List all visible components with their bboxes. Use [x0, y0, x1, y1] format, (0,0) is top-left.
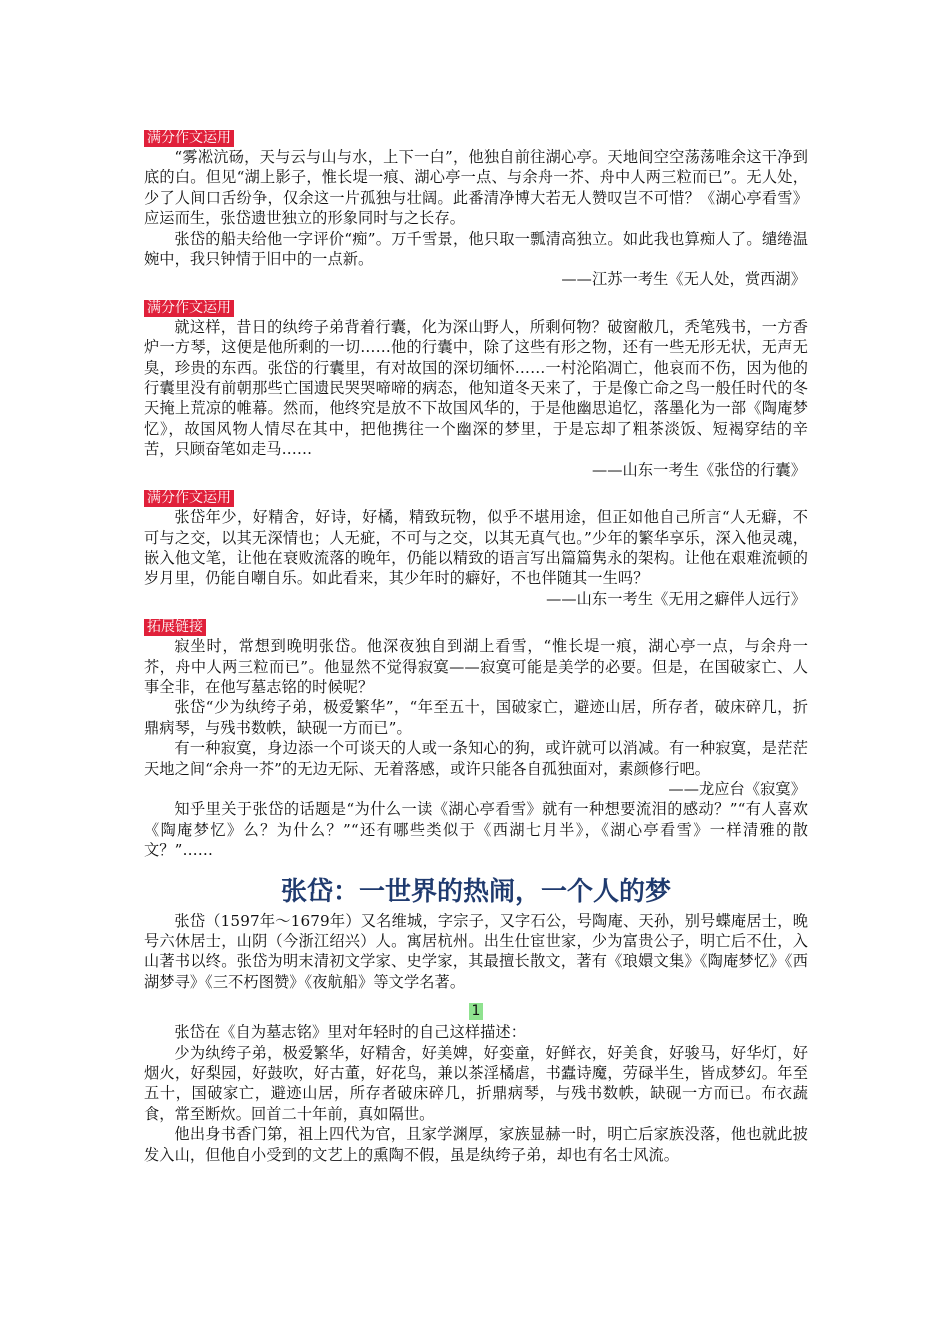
- paragraph: 张岱“少为纨绔子弟，极爱繁华”，“年至五十，国破家亡，避迹山居，所存者，破床碎几，折鼎病琴，与残书数帙，缺砚一方而已”。: [144, 698, 808, 737]
- paragraph: 张岱的船夫给他一字评价“痴”。万千雪景，他只取一瓢清高独立。如此我也算痴人了。缱绻温婉中，我只钟情于旧中的一点新。: [144, 229, 808, 269]
- paragraph: 知乎里关于张岱的话题是“为什么一读《湖心亭看雪》就有一种想要流泪的感动？”“有人喜欢《陶庵梦忆》么？为什么？”“还有哪些类似于《西湖七月半》，《湖心亭看雪》一样清雅的散文？”……: [144, 800, 808, 860]
- article-title: 张岱：一世界的热闹，一个人的梦: [280, 876, 671, 907]
- paragraph: 张岱年少，好精舍，好诗，好橘，精致玩物，似乎不堪用途，但正如他自己所言“人无癖，不可与之交，以其无深情也；人无疵，不可与之交，以其无真气也。”少年的繁华享乐，深入他灵魂，嵌入他文笔，让他在衰败流落的晚年，仍能以精致的语言写出篇篇隽永的架构。让他在艰难流顿的岁月里，仍能自嘲自乐。如此看来，其少年时的癖好，不也伴随其一生吗？: [144, 508, 808, 588]
- section-3: [144, 486, 808, 609]
- section-tag: 满分作文运用: [144, 300, 234, 317]
- section-1: [144, 126, 808, 290]
- attribution: ——江苏一考生《无人处，赏西湖》: [561, 270, 806, 289]
- attribution: ——山东一考生《无用之癖伴人远行》: [546, 589, 806, 608]
- section-tag: 满分作文运用: [144, 490, 234, 507]
- attribution: ——龙应台《寂寞》: [668, 779, 806, 798]
- article-intro: 张岱（1597年～1679年）又名维城，字宗子，又字石公，号陶庵、天孙，别号蝶庵居士，晚号六休居士，山阴（今浙江绍兴）人。寓居杭州。出生仕宦世家，少为富贵公子，明亡后不仕，入山著书以终。张岱为明末清初文学家、史学家，其最擅长散文，著有《琅嬛文集》《陶庵梦忆》《西湖梦寻》《三不朽图赞》《夜航船》等文学名著。: [144, 911, 808, 991]
- section-tag: 拓展链接: [144, 619, 206, 636]
- paragraph: 少为纨绔子弟，极爱繁华，好精舍，好美婢，好娈童，好鲜衣，好美食，好骏马，好华灯，好烟火，好梨园，好鼓吹，好古董，好花鸟，兼以茶淫橘虐，书蠹诗魔，劳碌半生，皆成梦幻。年至五十，国破家亡，避迹山居，所存者破床碎几，折鼎病琴，与残书数帙，缺砚一方而已。布衣蔬食，常至断炊。回首二十年前，真如隔世。: [144, 1043, 808, 1123]
- page-content: [144, 126, 808, 1165]
- paragraph: 张岱在《自为墓志铭》里对年轻时的自己这样描述：: [174, 1023, 527, 1042]
- section-tag: 满分作文运用: [144, 130, 234, 147]
- attribution: ——山东一考生《张岱的行囊》: [591, 460, 806, 479]
- section-number: [144, 1000, 808, 1020]
- paragraph: 他出身书香门第，祖上四代为官，且家学渊厚，家族显赫一时，明亡后家族没落，他也就此披发入山，但他自小受到的文艺上的熏陶不假，虽是纨绔子弟，却也有名士风流。: [144, 1125, 808, 1164]
- section-4: [144, 615, 808, 860]
- section-number-badge: 1: [469, 1003, 484, 1020]
- paragraph: “雾凇沆砀，天与云与山与水，上下一白”，他独自前往湖心亭。天地间空空荡荡唯余这干净到底的白。但见“湖上影子，惟长堤一痕、湖心亭一点、与余舟一芥、舟中人两三粒而已”。无人处，少了人间口舌纷争，仅余这一片孤独与壮阔。此番清净博大若无人赞叹岂不可惜？《湖心亭看雪》应运而生，张岱遗世独立的形象同时与之长存。: [144, 148, 808, 228]
- paragraph: 有一种寂寞，身边添一个可谈天的人或一条知心的狗，或许就可以消减。有一种寂寞，是茫茫天地之间“余舟一芥”的无边无际、无着落感，或许只能各自孤独面对，素颜修行吧。: [144, 739, 808, 778]
- paragraph: 就这样，昔日的纨绔子弟背着行囊，化为深山野人，所剩何物？破窗敝几，秃笔残书，一方香炉一方琴，这便是他所剩的一切……他的行囊中，除了这些有形之物，还有一些无形无状，无声无臭，珍贵的东西。张岱的行囊里，有对故国的深切缅怀……一村沦陷凋亡，他哀而不伤，因为他的行囊里没有前朝那些亡国遗民哭哭啼啼的病态，他知道冬天来了，于是像亡命之鸟一般任时代的冬天掩上荒凉的帷幕。然而，他终究是放不下故国风华的，于是他幽思追忆，落墨化为一部《陶庵梦忆》，故国风物人情尽在其中，把他携往一个幽深的梦里，于是忘却了粗茶淡饭、短褐穿结的辛苦，只顾奋笔如走马……: [144, 317, 808, 459]
- paragraph: 寂坐时，常想到晚明张岱。他深夜独自到湖上看雪，“惟长堤一痕，湖心亭一点，与余舟一芥，舟中人两三粒而已”。他显然不觉得寂寞——寂寞可能是美学的必要。但是，在国破家亡、人事全非，在他写墓志铭的时候呢？: [144, 637, 808, 696]
- article: [144, 875, 808, 1165]
- section-2: [144, 296, 808, 480]
